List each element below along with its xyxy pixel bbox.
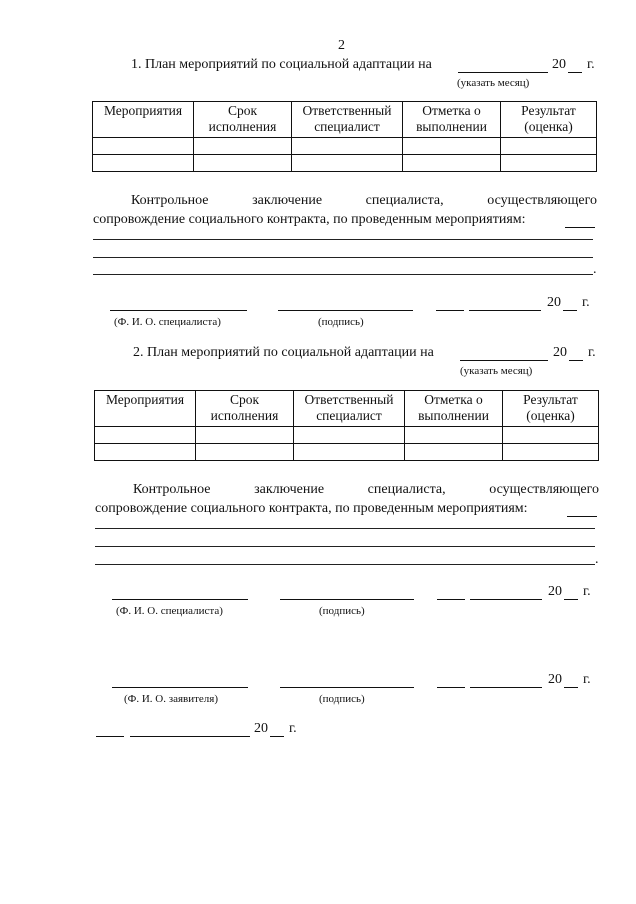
- plan-1-sign-year-prefix: 20: [547, 295, 561, 310]
- applicant-year-suffix: г.: [583, 672, 591, 687]
- plan-1-col-responsible: Ответственный специалист: [292, 102, 403, 138]
- plan-2-year-blank: [569, 360, 583, 361]
- plan-2-signature-blank: [280, 599, 414, 600]
- applicant-name-caption: (Ф. И. О. заявителя): [124, 693, 219, 705]
- plan-2-col-deadline: Срок исполнения: [196, 391, 294, 427]
- plan-2-month-sign-blank: [470, 599, 542, 600]
- plan-2-name-blank: [112, 599, 248, 600]
- plan-1-conclusion-line1: Контрольное заключение специалиста, осуществляющего: [131, 193, 597, 208]
- plan-1-conclusion-line: [93, 274, 593, 275]
- plan-2-year-suffix: г.: [588, 345, 596, 360]
- plan-1-year-prefix: 20: [552, 57, 566, 72]
- plan-2-heading: 2. План мероприятий по социальной адаптации на: [133, 345, 434, 360]
- final-year-prefix: 20: [254, 721, 268, 736]
- final-year-suffix: г.: [289, 721, 297, 736]
- plan-1-col-activities: Мероприятия: [93, 102, 194, 138]
- table-row: [93, 155, 597, 172]
- plan-1-signature-blank: [278, 310, 413, 311]
- plan-2-col-completion-mark: Отметка о выполнении: [405, 391, 503, 427]
- plan-2-conclusion-line: [95, 546, 595, 547]
- table-row: [95, 444, 599, 461]
- plan-1-conclusion-line2: сопровождение социального контракта, по проведенным мероприятиям:: [93, 212, 526, 227]
- plan-1-conclusion-line: [93, 239, 593, 240]
- plan-1-month-sign-blank: [469, 310, 541, 311]
- plan-2-sign-year-suffix: г.: [583, 584, 591, 599]
- applicant-month-blank: [470, 687, 542, 688]
- plan-1-col-deadline: Срок исполнения: [194, 102, 292, 138]
- plan-2-table: [94, 390, 599, 461]
- plan-2-year-prefix: 20: [553, 345, 567, 360]
- plan-2-sign-year-prefix: 20: [548, 584, 562, 599]
- plan-1-heading: 1. План мероприятий по социальной адаптации на: [131, 57, 432, 72]
- plan-1-name-blank: [110, 310, 247, 311]
- plan-2-col-activities: Мероприятия: [95, 391, 196, 427]
- plan-1-sign-year-suffix: г.: [582, 295, 590, 310]
- plan-1-month-blank: [458, 72, 548, 73]
- plan-2-day-blank: [437, 599, 465, 600]
- final-day-blank: [96, 736, 124, 737]
- plan-2-signature-caption: (подпись): [319, 605, 365, 617]
- plan-2-conclusion-line: [95, 528, 595, 529]
- applicant-year-blank: [564, 687, 578, 688]
- applicant-signature-blank: [280, 687, 414, 688]
- plan-1-signature-caption: (подпись): [318, 316, 364, 328]
- plan-1-conclusion-line: [93, 257, 593, 258]
- applicant-signature-caption: (подпись): [319, 693, 365, 705]
- plan-1-sign-year-blank: [563, 310, 577, 311]
- plan-2-conclusion-line2: сопровождение социального контракта, по проведенным мероприятиям:: [95, 501, 528, 516]
- plan-1-month-hint: (указать месяц): [457, 77, 530, 89]
- plan-1-col-result: Результат (оценка): [501, 102, 597, 138]
- applicant-day-blank: [437, 687, 465, 688]
- final-year-blank: [270, 736, 284, 737]
- plan-1-year-suffix: г.: [587, 57, 595, 72]
- plan-2-name-caption: (Ф. И. О. специалиста): [116, 605, 223, 617]
- plan-2-conclusion-blank: [567, 516, 597, 517]
- plan-2-conclusion-line: [95, 564, 595, 565]
- plan-1-table: [92, 101, 597, 172]
- plan-2-sign-year-blank: [564, 599, 578, 600]
- applicant-year-prefix: 20: [548, 672, 562, 687]
- plan-2-month-blank: [460, 360, 548, 361]
- plan-1-day-blank: [436, 310, 464, 311]
- plan-1-name-caption: (Ф. И. О. специалиста): [114, 316, 221, 328]
- final-month-blank: [130, 736, 250, 737]
- plan-1-year-blank: [568, 72, 582, 73]
- table-row: [93, 138, 597, 155]
- plan-2-month-hint: (указать месяц): [460, 365, 533, 377]
- table-row: [95, 427, 599, 444]
- page-number: 2: [338, 38, 345, 53]
- plan-2-conclusion-line1: Контрольное заключение специалиста, осуществляющего: [133, 482, 599, 497]
- plan-1-conclusion-blank: [565, 227, 595, 228]
- plan-2-col-responsible: Ответственный специалист: [294, 391, 405, 427]
- plan-2-col-result: Результат (оценка): [503, 391, 599, 427]
- plan-1-col-completion-mark: Отметка о выполнении: [403, 102, 501, 138]
- applicant-name-blank: [112, 687, 248, 688]
